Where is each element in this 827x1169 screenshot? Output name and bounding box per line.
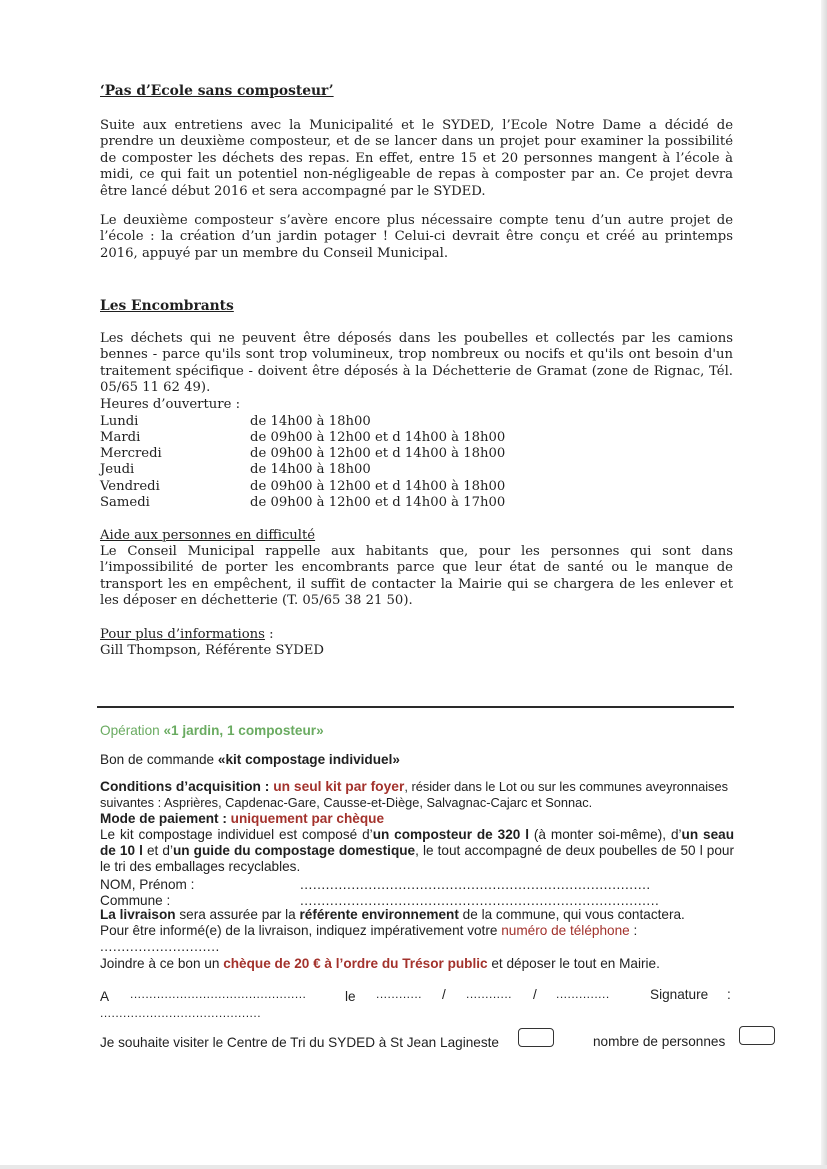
cheque-text: Joindre à ce bon un	[100, 956, 224, 971]
info-contact: Gill Thompson, Référente SYDED	[100, 643, 324, 658]
phone-info-colon: :	[629, 923, 638, 938]
date-day-field[interactable]: ............	[376, 987, 423, 1001]
place-label: A	[100, 989, 110, 1004]
hours-day: Vendredi	[100, 479, 160, 494]
nom-field[interactable]: ..................................................................................	[300, 877, 651, 892]
phone-info-highlight: numéro de téléphone	[501, 923, 630, 938]
kit-description	[100, 827, 734, 875]
operation-prefix: Opération	[100, 723, 164, 738]
info-line	[100, 627, 733, 643]
hours-day: Mercredi	[100, 446, 162, 461]
hours-day: Lundi	[100, 414, 139, 429]
info-colon: :	[264, 627, 274, 642]
livraison-referente: référente environnement	[299, 907, 459, 922]
hours-day: Mardi	[100, 430, 141, 445]
date-month-field[interactable]: ............	[466, 987, 513, 1001]
bon-name: «kit compostage individuel»	[217, 752, 400, 767]
livraison-line	[100, 907, 733, 923]
cheque-text: et déposer le tout en Mairie.	[487, 956, 660, 971]
hours-label: Heures d’ouverture :	[100, 397, 241, 412]
payment-label: Mode de paiement :	[100, 811, 231, 826]
signature-field[interactable]: ..........................................	[100, 1006, 262, 1020]
aide-paragraph: Le Conseil Municipal rappelle aux habitants que, pour les personnes qui sont dans l’impossibilité de porter les encombrants parce que leur état de santé ou le manque de transport les en empêchent, il suffit de contacter la Mairie qui se chargera de les enlever et les déposer en déchetterie (T. 05/65 38 21 50).	[100, 544, 733, 609]
kit-text: Le kit compostage individuel est composé d’	[100, 827, 373, 842]
kit-seau: un seau de 10 l	[100, 827, 735, 858]
nom-label: NOM, Prénom :	[100, 877, 195, 892]
persons-count-box[interactable]	[739, 1026, 775, 1045]
livraison-text: de la commune, qui vous contactera.	[458, 907, 685, 922]
hours-time: de 14h00 à 18h00	[250, 414, 371, 429]
phone-info-line	[100, 923, 733, 939]
operation-name: «1 jardin, 1 composteur»	[163, 723, 324, 738]
persons-label: nombre de personnes	[593, 1034, 726, 1049]
hours-day: Samedi	[100, 495, 150, 510]
section-divider	[97, 706, 734, 708]
kit-text: , le tout accompagné de deux poubelles de 50 l pour le tri des emballages recyclables.	[100, 843, 734, 874]
conditions-block	[100, 779, 733, 811]
conditions-label: Conditions d’acquisition :	[100, 779, 274, 794]
kit-guide: un guide du compostage domestique	[173, 843, 416, 858]
info-title: Pour plus d’informations	[100, 627, 265, 642]
date-year-field[interactable]: ..............	[556, 987, 610, 1001]
cheque-line	[100, 956, 733, 972]
phone-field[interactable]: ............................	[100, 939, 220, 954]
encombrants-title: Les Encombrants	[100, 298, 234, 314]
page-bottom-edge	[0, 1165, 827, 1169]
conditions-text: , résider dans le Lot ou sur les communes aveyronnaises suivantes : Asprières, Capdenac-Gare, Causse-et-Diège, Salvagnac-Cajarc et Sonnac.	[100, 779, 728, 810]
livraison-label: La livraison	[100, 907, 176, 922]
commune-label: Commune :	[100, 893, 171, 908]
hours-time: de 09h00 à 12h00 et d 14h00 à 18h00	[250, 430, 506, 445]
cheque-highlight: chèque de 20 € à l’ordre du Trésor public	[223, 956, 488, 971]
signature-colon: :	[727, 987, 731, 1002]
kit-text: (à monter soi-même), d’	[529, 827, 682, 842]
date-separator: /	[533, 987, 537, 1002]
page-edge-shadow	[821, 0, 827, 1169]
compost-paragraph-2: Le deuxième composteur s’avère encore plus nécessaire compte tenu d’un autre projet de l’école : la création d’un jardin potager ! Celui-ci devrait être conçu et créé au printemps 2016, appuyé par un membre du Conseil Municipal.	[100, 213, 733, 261]
signature-label: Signature	[650, 987, 709, 1002]
payment-value: uniquement par chèque	[230, 811, 384, 826]
livraison-text: sera assurée par la	[175, 907, 300, 922]
visit-checkbox[interactable]	[518, 1028, 554, 1047]
kit-composteur: un composteur de 320 l	[372, 827, 529, 842]
commune-field[interactable]: ....................................................................................	[300, 893, 660, 908]
hours-time: de 09h00 à 12h00 et d 14h00 à 18h00	[250, 479, 506, 494]
date-label: le	[345, 989, 356, 1004]
hours-day: Jeudi	[100, 462, 135, 477]
phone-info-text: Pour être informé(e) de la livraison, indiquez impérativement votre	[100, 923, 502, 938]
compost-paragraph-1: Suite aux entretiens avec la Municipalité et le SYDED, l’Ecole Notre Dame a décidé de prendre un deuxième composteur, et de se lancer dans un projet pour examiner la possibilité de composter les déchets des repas. En effet, entre 15 et 20 personnes mangent à l’école à midi, ce qui fait un potentiel non-négligeable de repas à composter par an. Ce projet devra être lancé début 2016 et sera accompagné par le SYDED.	[100, 118, 733, 199]
conditions-highlight: un seul kit par foyer	[273, 779, 405, 794]
date-separator: /	[442, 987, 446, 1002]
bon-de-commande-line	[100, 752, 733, 768]
operation-line	[100, 723, 733, 739]
aide-title: Aide aux personnes en difficulté	[100, 528, 316, 543]
visit-text: Je souhaite visiter le Centre de Tri du SYDED à St Jean Lagineste	[100, 1035, 499, 1050]
hours-time: de 09h00 à 12h00 et d 14h00 à 18h00	[250, 446, 506, 461]
encombrants-paragraph: Les déchets qui ne peuvent être déposés dans les poubelles et collectés par les camions bennes - parce qu'ils sont trop volumineux, trop nombreux ou nocifs et qu'ils ont besoin d'un traitement spécifique - doivent être déposés à la Déchetterie de Gramat (zone de Rignac, Tél. 05/65 11 62 49).	[100, 331, 733, 396]
hours-time: de 14h00 à 18h00	[250, 462, 371, 477]
payment-line	[100, 811, 733, 827]
hours-time: de 09h00 à 12h00 et d 14h00 à 17h00	[250, 495, 506, 510]
place-field[interactable]: ..............................................	[130, 987, 307, 1001]
kit-text: et d’	[142, 843, 173, 858]
bon-prefix: Bon de commande	[100, 752, 218, 767]
compost-section-title: ‘Pas d’Ecole sans composteur’	[100, 83, 334, 99]
